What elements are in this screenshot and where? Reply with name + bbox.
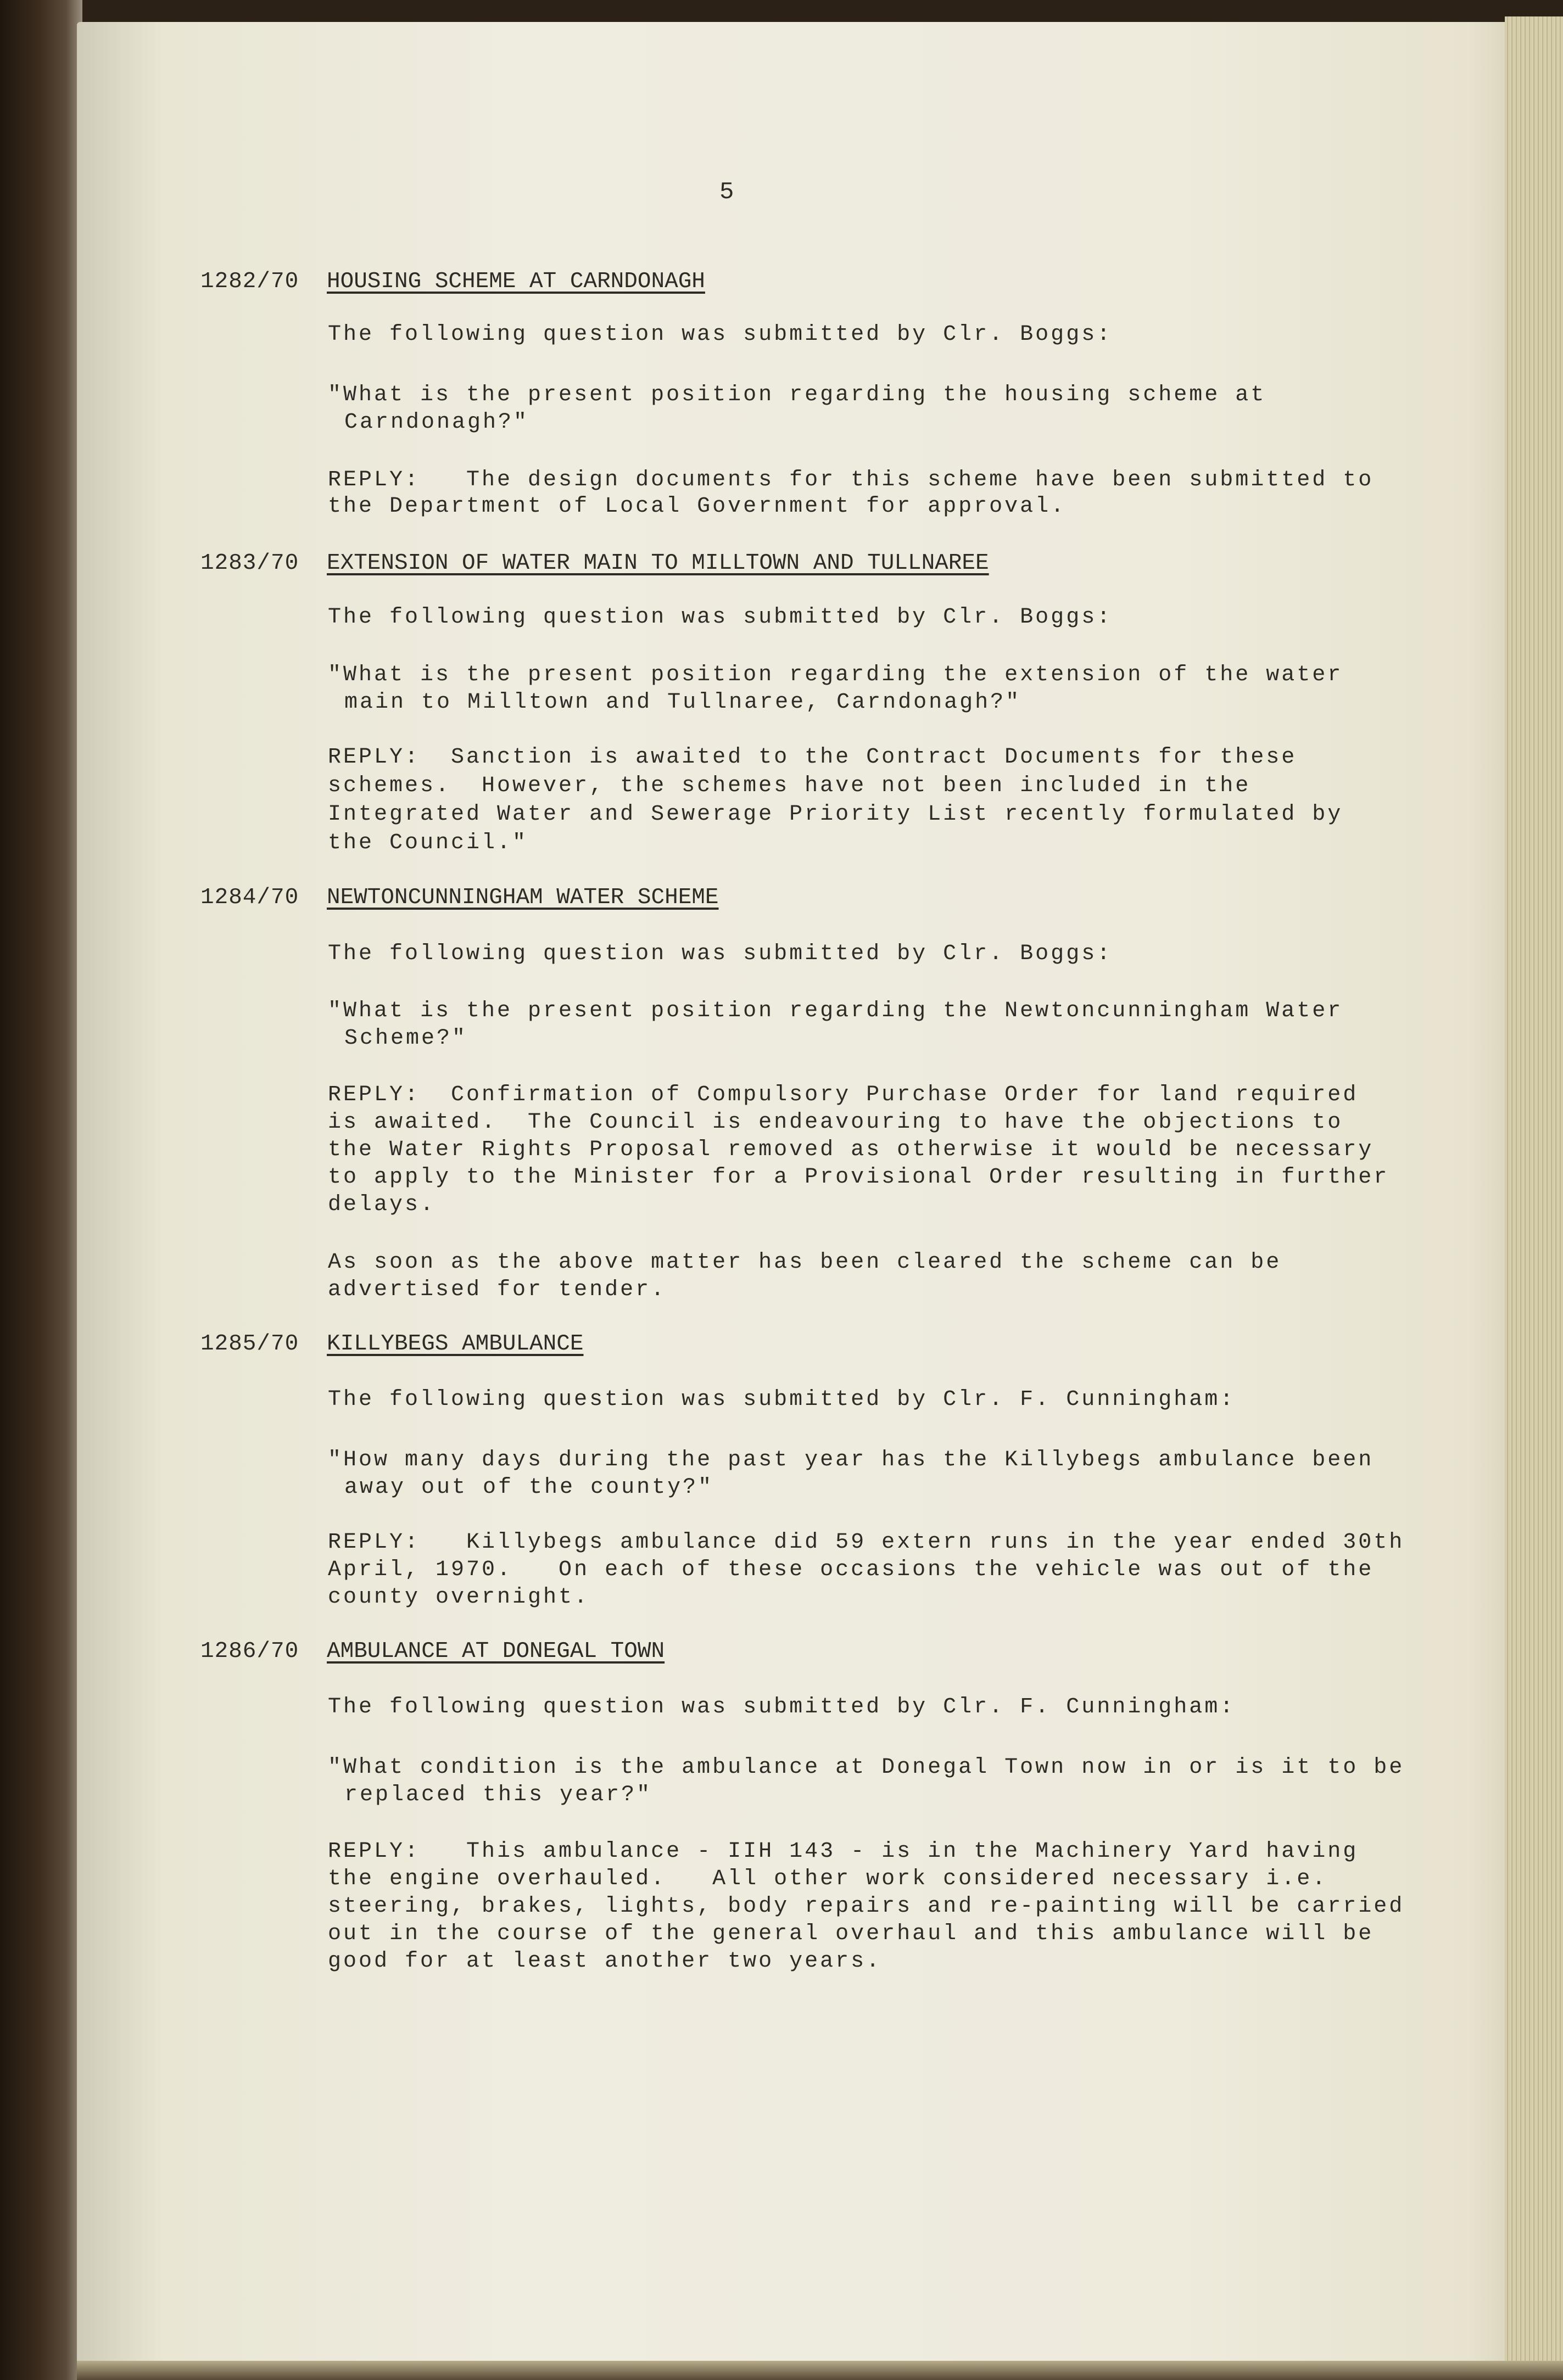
section-heading: AMBULANCE AT DONEGAL TOWN [327, 1639, 665, 1664]
section-number: 1284/70 [200, 885, 299, 910]
text-line: Integrated Water and Sewerage Priority List recently formulated by [328, 802, 1343, 827]
text-line: "What is the present position regarding the extension of the water [328, 663, 1343, 687]
text-line: The following question was submitted by Clr. Boggs: [328, 605, 1113, 630]
text-line: REPLY: The design documents for this scheme have been submitted to [328, 468, 1374, 492]
page-sheet [77, 22, 1527, 2372]
section-heading: EXTENSION OF WATER MAIN TO MILLTOWN AND TULLNAREE [327, 551, 989, 576]
text-line: steering, brakes, lights, body repairs and re-painting will be carried [328, 1894, 1405, 1919]
section-number: 1282/70 [200, 269, 299, 294]
text-line: REPLY: Killybegs ambulance did 59 extern runs in the year ended 30th [328, 1530, 1405, 1555]
text-line: "What is the present position regarding the Newtoncunningham Water [328, 999, 1343, 1023]
text-line: advertised for tender. [328, 1278, 667, 1302]
book-bottom-edge [77, 2361, 1563, 2380]
page-edges [1505, 16, 1563, 2380]
text-line: "What is the present position regarding the housing scheme at [328, 383, 1266, 407]
text-line: replaced this year?" [344, 1783, 652, 1807]
text-line: REPLY: This ambulance - IIH 143 - is in the Machinery Yard having [328, 1839, 1359, 1864]
text-line: Scheme?" [344, 1026, 468, 1051]
text-line: the Water Rights Proposal removed as otherwise it would be necessary [328, 1138, 1374, 1162]
text-line: the Department of Local Government for approval. [328, 494, 1067, 519]
text-line: main to Milltown and Tullnaree, Carndonagh?" [344, 690, 1021, 715]
section-number: 1285/70 [200, 1331, 299, 1357]
text-line: The following question was submitted by Clr. F. Cunningham: [328, 1695, 1236, 1720]
text-line: Carndonagh?" [344, 410, 529, 435]
text-line: out in the course of the general overhaul and this ambulance will be [328, 1922, 1374, 1946]
section-heading: NEWTONCUNNINGHAM WATER SCHEME [327, 885, 719, 910]
text-line: The following question was submitted by Clr. Boggs: [328, 322, 1113, 347]
text-line: schemes. However, the schemes have not been included in the [328, 774, 1251, 798]
text-line: The following question was submitted by Clr. F. Cunningham: [328, 1387, 1236, 1412]
text-line: "What condition is the ambulance at Donegal Town now in or is it to be [328, 1755, 1405, 1780]
text-line: REPLY: Confirmation of Compulsory Purchase Order for land required [328, 1083, 1359, 1107]
section-number: 1286/70 [200, 1639, 299, 1664]
text-line: April, 1970. On each of these occasions the vehicle was out of the [328, 1558, 1374, 1582]
binding-cover [0, 0, 82, 2380]
text-line: delays. [328, 1192, 436, 1217]
text-line: away out of the county?" [344, 1475, 714, 1500]
text-line: good for at least another two years. [328, 1949, 882, 1974]
text-line: "How many days during the past year has the Killybegs ambulance been [328, 1448, 1374, 1472]
text-line: As soon as the above matter has been cleared the scheme can be [328, 1250, 1282, 1275]
text-line: the engine overhauled. All other work considered necessary i.e. [328, 1867, 1328, 1891]
section-number: 1283/70 [200, 551, 299, 576]
text-line: the Council." [328, 831, 528, 855]
text-line: county overnight. [328, 1585, 590, 1610]
section-heading: HOUSING SCHEME AT CARNDONAGH [327, 269, 705, 294]
text-line: REPLY: Sanction is awaited to the Contract Documents for these [328, 745, 1297, 770]
text-line: is awaited. The Council is endeavouring to have the objections to [328, 1110, 1343, 1135]
page-number: 5 [719, 178, 735, 206]
text-line: to apply to the Minister for a Provisional Order resulting in further [328, 1165, 1389, 1190]
section-heading: KILLYBEGS AMBULANCE [327, 1331, 584, 1357]
text-line: The following question was submitted by Clr. Boggs: [328, 942, 1113, 966]
